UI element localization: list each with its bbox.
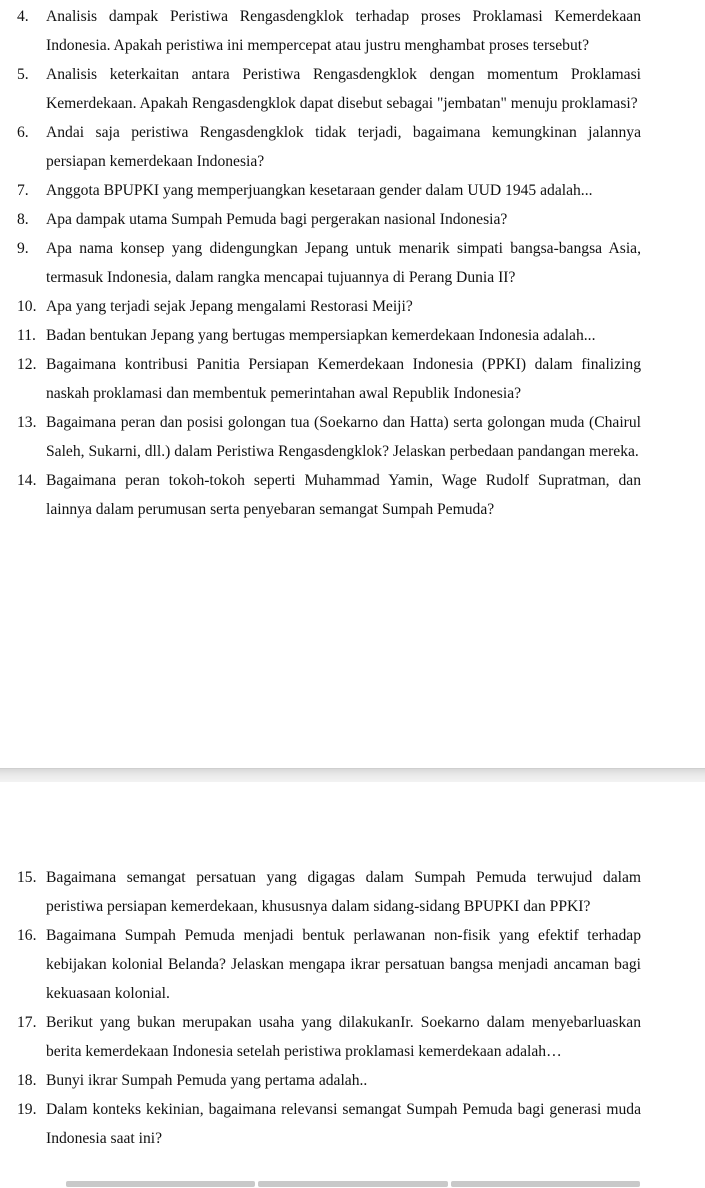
question-item-16	[0, 921, 705, 1008]
question-item-13	[0, 408, 705, 466]
question-number: 11.	[17, 327, 36, 344]
question-number: 9.	[17, 240, 29, 257]
question-text: Dalam konteks kekinian, bagaimana relevansi semangat Sumpah Pemuda bagi generasi muda Indonesia saat ini?	[46, 1101, 641, 1147]
question-text: Bagaimana Sumpah Pemuda menjadi bentuk perlawanan non-fisik yang efektif terhadap kebijakan kolonial Belanda? Jelaskan mengapa ikrar persatuan bangsa menjadi ancaman bagi kekuasaan kolonial.	[46, 927, 641, 1002]
question-text: Badan bentukan Jepang yang bertugas mempersiapkan kemerdekaan Indonesia adalah...	[46, 327, 596, 344]
question-list-page-1	[0, 2, 705, 524]
horizontal-scrollbar[interactable]	[66, 1181, 640, 1187]
question-number: 17.	[17, 1014, 37, 1031]
question-number: 14.	[17, 472, 37, 489]
question-number: 12.	[17, 356, 37, 373]
scrollbar-segment[interactable]	[66, 1181, 255, 1187]
question-number: 19.	[17, 1101, 37, 1118]
question-text: Bagaimana peran dan posisi golongan tua (Soekarno dan Hatta) serta golongan muda (Chairul Saleh, Sukarni, dll.) dalam Peristiwa Rengasdengklok? Jelaskan perbedaan pandangan mereka.	[46, 414, 641, 460]
question-text: Berikut yang bukan merupakan usaha yang dilakukanIr. Soekarno dalam menyebarluaskan berita kemerdekaan Indonesia setelah peristiwa proklamasi kemerdekaan adalah…	[46, 1014, 641, 1060]
question-text: Apa dampak utama Sumpah Pemuda bagi pergerakan nasional Indonesia?	[46, 211, 508, 228]
question-number: 15.	[17, 869, 37, 886]
question-item-8	[0, 205, 705, 234]
question-item-4	[0, 2, 705, 60]
question-text: Analisis dampak Peristiwa Rengasdengklok terhadap proses Proklamasi Kemerdekaan Indonesia. Apakah peristiwa ini mempercepat atau justru menghambat proses tersebut?	[46, 8, 641, 54]
question-text: Analisis keterkaitan antara Peristiwa Rengasdengklok dengan momentum Proklamasi Kemerdekaan. Apakah Rengasdengklok dapat disebut sebagai "jembatan" menuju proklamasi?	[46, 66, 641, 112]
question-text: Apa nama konsep yang didengungkan Jepang untuk menarik simpati bangsa-bangsa Asia, termasuk Indonesia, dalam rangka mencapai tujuannya di Perang Dunia II?	[46, 240, 641, 286]
question-number: 6.	[17, 124, 29, 141]
question-item-10	[0, 292, 705, 321]
question-number: 7.	[17, 182, 29, 199]
question-text: Bagaimana semangat persatuan yang digagas dalam Sumpah Pemuda terwujud dalam peristiwa persiapan kemerdekaan, khususnya dalam sidang-sidang BPUPKI dan PPKI?	[46, 869, 641, 915]
question-number: 13.	[17, 414, 37, 431]
question-number: 4.	[17, 8, 29, 25]
question-item-14	[0, 466, 705, 524]
question-number: 16.	[17, 927, 37, 944]
question-item-18	[0, 1066, 705, 1095]
question-item-17	[0, 1008, 705, 1066]
question-number: 18.	[17, 1072, 37, 1089]
question-item-15	[0, 863, 705, 921]
scrollbar-segment[interactable]	[451, 1181, 640, 1187]
question-number: 8.	[17, 211, 29, 228]
question-text: Andai saja peristiwa Rengasdengklok tidak terjadi, bagaimana kemungkinan jalannya persiapan kemerdekaan Indonesia?	[46, 124, 641, 170]
question-item-5	[0, 60, 705, 118]
question-text: Apa yang terjadi sejak Jepang mengalami Restorasi Meiji?	[46, 298, 413, 315]
scrollbar-segment[interactable]	[258, 1181, 447, 1187]
question-list-page-2	[0, 863, 705, 1153]
question-number: 10.	[17, 298, 37, 315]
question-text: Bagaimana peran tokoh-tokoh seperti Muhammad Yamin, Wage Rudolf Supratman, dan lainnya dalam perumusan serta penyebaran semangat Sumpah Pemuda?	[46, 472, 641, 518]
document-page-2	[0, 782, 705, 1188]
question-item-9	[0, 234, 705, 292]
page-break-separator	[0, 768, 705, 783]
question-item-7	[0, 176, 705, 205]
question-item-12	[0, 350, 705, 408]
question-text: Anggota BPUPKI yang memperjuangkan kesetaraan gender dalam UUD 1945 adalah...	[46, 182, 593, 199]
question-number: 5.	[17, 66, 29, 83]
question-item-6	[0, 118, 705, 176]
question-item-11	[0, 321, 705, 350]
question-item-19	[0, 1095, 705, 1153]
question-text: Bagaimana kontribusi Panitia Persiapan Kemerdekaan Indonesia (PPKI) dalam finalizing naskah proklamasi dan membentuk pemerintahan awal Republik Indonesia?	[46, 356, 641, 402]
question-text: Bunyi ikrar Sumpah Pemuda yang pertama adalah..	[46, 1072, 368, 1089]
